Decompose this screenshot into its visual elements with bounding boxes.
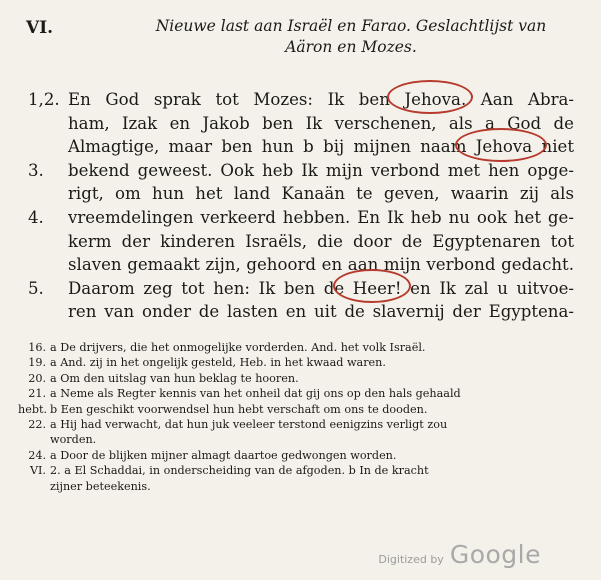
line-text: ren van onder de lasten en uit de slavernij der Egyptena- (68, 302, 574, 322)
line-text: ham, Izak en Jakob ben Ik verschenen, als a God de (68, 113, 574, 133)
verse-number: 3. (28, 160, 44, 180)
line-text: Daarom zeg tot hen: Ik ben de Heer! en Ik zal u uitvoe- (68, 278, 574, 298)
footnote-text: worden. (50, 433, 97, 447)
body-text (28, 88, 574, 324)
footnote-number: 21. (28, 387, 46, 401)
footnote-text: b Een geschikt voorwendsel hun hebt verschaft om ons te dooden. (50, 402, 428, 416)
footnote (18, 448, 584, 463)
text-line (28, 182, 574, 206)
footnote-number: 19. (28, 356, 46, 370)
google-logo: Google (449, 540, 541, 569)
chapter-number: VI. (26, 18, 54, 38)
footnote-text: a Door de blijken mijner almagt daartoe gedwongen worden. (50, 448, 397, 462)
text-line (28, 230, 574, 254)
footnote-number: hebt. (18, 402, 48, 416)
footnote-number: 20. (28, 371, 46, 385)
text-line (28, 277, 574, 301)
chapter-header (26, 6, 586, 66)
footnote (18, 463, 584, 478)
line-text: kerm der kinderen Israëls, die door de Egyptenaren tot (68, 231, 574, 251)
footnote-number: 16. (28, 341, 46, 354)
footnote-text: a Hij had verwacht, dat hun juk veeleer terstond eenigzins verligt zou (50, 418, 448, 432)
line-text: En God sprak tot Mozes: Ik ben Jehova. Aan Abra- (68, 90, 574, 109)
footnote-text: a Om den uitslag van hun beklag te hooren. (50, 371, 299, 385)
line-text: slaven gemaakt zijn, gehoord en aan mijn verbond gedacht. (68, 255, 574, 275)
footnote-text: a Neme als Regter kennis van het onheil dat gij ons op den hals gehaald (50, 387, 461, 401)
text-line (28, 135, 574, 159)
text-line (28, 159, 574, 183)
footnote-text: 2. a El Schaddai, in onderscheiding van de afgoden. b In de kracht (50, 464, 429, 478)
footnote (18, 371, 584, 386)
footnote (18, 386, 584, 401)
footnote-number: 24. (28, 448, 46, 462)
footnote-text: zijner beteekenis. (50, 479, 151, 493)
chapter-title-line-1: Nieuwe last aan Israël en Farao. Geslachtlijst van (155, 17, 547, 35)
line-text: vreemdelingen verkeerd hebben. En Ik heb nu ook het ge- (68, 207, 574, 227)
footnote (18, 417, 584, 432)
footnote-number: VI. (29, 464, 46, 478)
verse-number: 5. (28, 278, 44, 298)
text-line (28, 300, 574, 324)
footnote-text: a And. zij in het ongelijk gesteld, Heb. in het kwaad waren. (50, 356, 386, 370)
footnote (18, 432, 584, 447)
watermark-prefix: Digitized by (378, 553, 444, 566)
verse-number: 1,2. (28, 90, 60, 109)
line-text: bekend geweest. Ook heb Ik mijn verbond met hen opge- (68, 160, 574, 180)
text-line (28, 206, 574, 230)
chapter-title (116, 16, 586, 58)
verse-number: 4. (28, 207, 44, 227)
text-line (28, 112, 574, 136)
footnote-text: a De drijvers, die het onmogelijke vorderden. And. het volk Israël. (50, 341, 426, 354)
line-text: rigt, om hun het land Kanaän te geven, waarin zij als (68, 184, 574, 204)
footnote (18, 402, 584, 417)
chapter-title-line-2: Aäron en Mozes. (285, 38, 417, 56)
line-text: Almagtige, maar ben hun b bij mijnen naam Jehova niet (68, 137, 574, 157)
footnote (18, 479, 584, 494)
footnote-number: 22. (28, 418, 46, 432)
footnote (18, 355, 584, 370)
text-line (28, 88, 574, 112)
digitized-watermark (378, 540, 541, 569)
text-line (28, 253, 574, 277)
footnote (18, 340, 584, 355)
footnotes (18, 340, 584, 494)
